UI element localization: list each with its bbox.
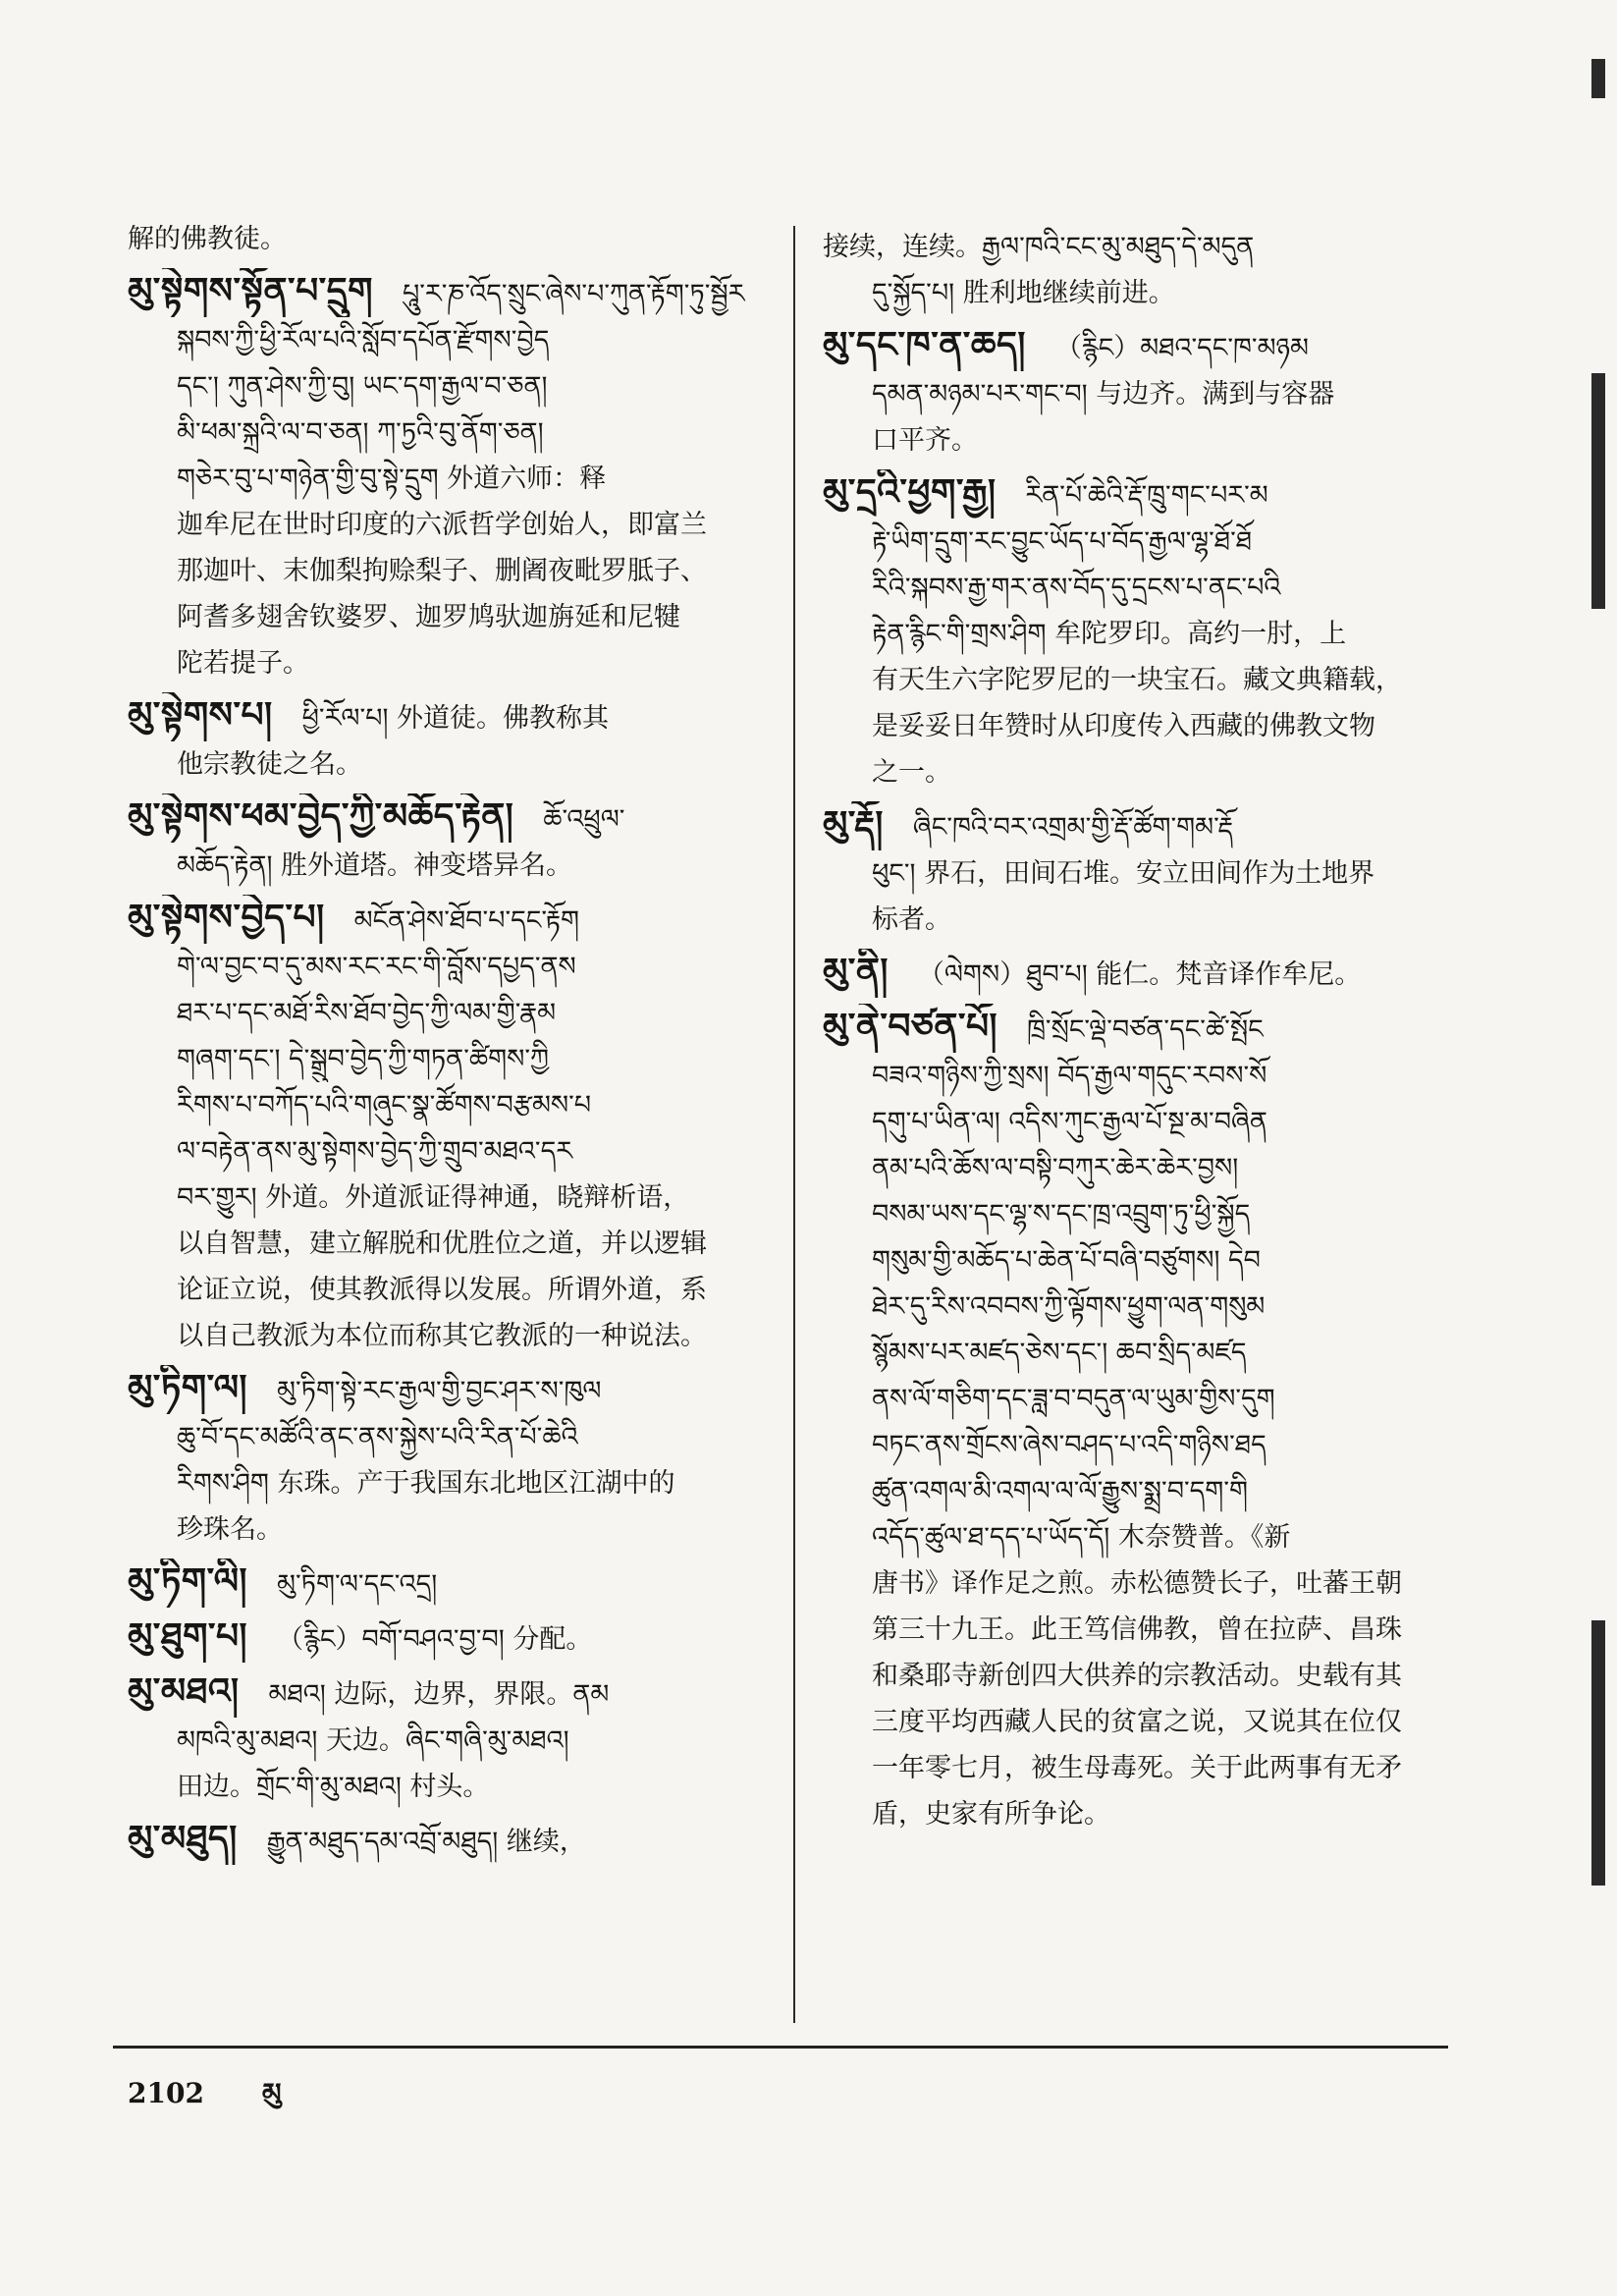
entry-line: [823, 322, 1471, 371]
dictionary-entry: [823, 801, 1471, 943]
entry-line: 以自己教派为本位而称其它教派的一种说法。: [177, 1321, 707, 1351]
entry-line: དམན་མཉམ་པར་གང་བ། 与边齐。满到与容器: [872, 379, 1335, 410]
dictionary-entry: [128, 1365, 761, 1553]
entry-line: 迦牟尼在世时印度的六派哲学创始人，即富兰: [177, 510, 707, 540]
entry-line: རིགས་པ་བཀོད་པའི་གཞུང་སྣ་ཚོགས་བརྩམས་པ: [177, 1090, 592, 1121]
entry-line: 田边。གྲོང་གི་མུ་མཐའ། 村头。: [177, 1772, 490, 1802]
dictionary-entry: [128, 1668, 761, 1810]
entry-line: ཆུ་བོ་དང་མཚོའི་ནང་ནས་སྐྱེས་པའི་རིན་པོ་ཆེའི: [177, 1422, 578, 1452]
entry-line: དུ་སྐྱོད་པ། 胜利地继续前进。: [872, 278, 1175, 308]
entry-line: སྙོམས་པར་མཛད་ཅེས་དང་། ཆབ་སྲིད་མཛད: [872, 1338, 1247, 1368]
definition-text: རིན་པོ་ཆེའི་རྡོ་ཁྲུ་གང་པར་མ: [1025, 480, 1268, 511]
entry-line: གཅེར་བུ་པ་གཉེན་གྱི་བུ་སྟེ་དྲུག 外道六师：释: [177, 464, 607, 494]
headword: མུ་ཏིག་ལ།: [128, 1367, 248, 1408]
entry-line: [128, 1558, 761, 1608]
entry-line: [823, 1004, 1471, 1053]
entry-line: 盾，史家有所争论。: [872, 1799, 1110, 1830]
headword: མུ་ནི།: [823, 951, 889, 992]
definition-text: ཕྱི་རོལ་པ། 外道徒。佛教称其: [301, 703, 610, 734]
entry-line: [128, 793, 761, 843]
footer-rule: [113, 2046, 1448, 2049]
entry-line: བསམ་ཡས་དང་ལྷ་ས་དང་ཁྲ་འབྲུག་ཏུ་ཕྱི་སྐྱོད: [872, 1199, 1251, 1230]
entry-line: ཐར་པ་དང་མཐོ་རིས་ཐོབ་བྱེད་ཀྱི་ལམ་གྱི་རྣམ: [177, 998, 557, 1028]
headword: མུ་སྟེགས་པ།: [128, 694, 273, 736]
headword: མུ་མཐའ།: [128, 1670, 240, 1712]
entry-line: 是妥妥日年赞时从印度传入西藏的佛教文物: [872, 711, 1375, 741]
headword: མུ་དྲའི་ཕྱག་རྒྱ།: [823, 471, 997, 513]
margin-mark: [1591, 1620, 1605, 1886]
definition-text: （རྙིང）བགོ་བཤའ་བྱ་བ། 分配。: [277, 1624, 593, 1655]
dictionary-entry: [823, 224, 1471, 316]
entry-line: གསུམ་གྱི་མཆོད་པ་ཆེན་པོ་བཞི་བཙུགས། དེབ: [872, 1245, 1261, 1276]
headword: མུ་སྟེགས་ཕམ་བྱེད་ཀྱི་མཆོད་རྟེན།: [128, 795, 514, 837]
entry-line: 论证立说，使其教派得以发展。所谓外道，系: [177, 1275, 707, 1305]
definition-text: ཁྲི་སྲོང་ལྡེ་བཙན་དང་ཚེ་སྤོང: [1027, 1014, 1264, 1045]
headword: མུ་དང་ཁ་ན་ཆད།: [823, 324, 1026, 365]
entry-line: 一年零七月，被生母毒死。关于此两事有无矛: [872, 1753, 1402, 1783]
entry-line: བར་གྱུར། 外道。外道派证得神通，晓辩析语，: [177, 1182, 690, 1213]
entry-line: 以自智慧，建立解脱和优胜位之道，并以逻辑: [177, 1229, 707, 1259]
dictionary-entry: [128, 895, 761, 1359]
entry-line: རྟེན་རྙིང་གི་གྲས་ཤིག 牟陀罗印。高约一肘，上: [872, 619, 1347, 649]
entry-line: གཞག་དང་། དེ་སྒྲུབ་བྱེད་ཀྱི་གཏན་ཚིགས་ཀྱི: [177, 1044, 549, 1074]
headword: མུ་རྡོ།: [823, 803, 884, 845]
entry-line: 和桑耶寺新创四大供养的宗教活动。史载有其: [872, 1661, 1402, 1691]
headword: མུ་ཏིག་ལི།: [128, 1560, 248, 1602]
entry-line: 第三十九王。此王笃信佛教，曾在拉萨、昌珠: [872, 1614, 1402, 1645]
entry-line: 三度平均西藏人民的贫富之说，又说其在位仅: [872, 1707, 1402, 1737]
dictionary-entry: [823, 949, 1471, 998]
entry-line: [128, 1613, 761, 1663]
entry-line: [823, 801, 1471, 850]
entry-line: མཁའི་མུ་མཐའ། 天边。ཞིང་གཞི་མུ་མཐའ།: [177, 1725, 569, 1756]
page-footer: [128, 2062, 331, 2140]
entry-line: 标者。: [872, 904, 951, 935]
entry-line: མི་ཕམ་སྐྲའི་ལ་བ་ཅན། ཀ་ཏྱའི་བུ་ནོག་ཅན།: [177, 417, 544, 448]
entry-line: བཟའ་གཉིས་ཀྱི་སྲས། བོད་རྒྱལ་གདུང་རབས་སོ: [872, 1061, 1267, 1091]
left-column: [128, 216, 761, 1871]
entry-line: 接续，连续。རྒྱལ་ཁའི་ངང་མུ་མཐུད་དེ་མདུན: [823, 232, 1255, 262]
entry-line: ཕུང་། 界石，田间石堆。安立田间作为土地界: [872, 858, 1375, 889]
page-number: 2102: [128, 2077, 204, 2109]
entry-line: ཚུན་འགལ་མི་འགལ་ལ་ལོ་རྒྱུས་སྨྲ་བ་དག་གི: [872, 1476, 1248, 1506]
entry-line: 有天生六字陀罗尼的一块宝石。藏文典籍载，: [872, 665, 1402, 695]
entry-line: [823, 949, 1471, 998]
entry-line: 之一。: [872, 757, 951, 788]
entry-line: བཏང་ནས་གྲོངས་ཞེས་བཤད་པ་འདི་གཉིས་ཐད: [872, 1430, 1267, 1460]
entry-line: དགུ་པ་ཡིན་ལ། འདིས་ཀུང་རྒྱལ་པོ་སྔ་མ་བཞིན: [872, 1107, 1267, 1137]
entry-line: དང་། ཀུན་ཤེས་ཀྱི་བུ། ཡང་དག་རྒྱལ་བ་ཅན།: [177, 371, 548, 402]
entry-line: འདོད་ཚུལ་ཐ་དད་པ་ཡོད་དོ། 木奈赞普。《新: [872, 1522, 1291, 1553]
definition-text: མཐའ། 边际，边界，界限。ནམ: [268, 1679, 610, 1710]
section-letter: མུ: [261, 2077, 282, 2109]
definition-text: མུ་ཏིག་ལ་དང་འདྲ།: [277, 1569, 438, 1600]
entry-line: 唐书》译作足之煎。赤松德赞长子，吐蕃王朝: [872, 1568, 1402, 1599]
definition-text: （ལེགས）ཐུབ་པ། 能仁。梵音译作牟尼。: [917, 959, 1362, 990]
definition-text: མུ་ཏིག་སྟེ་རང་རྒྱལ་གྱི་བྱང་ཤར་ས་ཁུལ: [277, 1376, 602, 1406]
entry-line: [128, 895, 761, 944]
entry-line: 他宗教徒之名。: [177, 749, 362, 780]
entry-line: [128, 1816, 761, 1865]
entry-line: 解的佛教徒。: [128, 224, 287, 254]
entry-line: [128, 1668, 761, 1718]
entry-line: [128, 268, 761, 317]
entry-line: གེ་ལ་བྱང་བ་དུ་མས་རང་རང་གི་བློས་དཔྱད་ནས: [177, 952, 576, 982]
definition-text: ཞིང་ཁའི་བར་འགྲམ་གྱི་རྡོ་ཚོག་གམ་རྡོ: [912, 812, 1234, 843]
dictionary-entry: [128, 1558, 761, 1608]
dictionary-entry: [128, 793, 761, 889]
entry-line: [128, 1365, 761, 1414]
headword: མུ་སྟེགས་བྱེད་པ།: [128, 897, 325, 938]
dictionary-entry: [823, 469, 1471, 795]
headword: མུ་མཐུད།: [128, 1818, 238, 1859]
margin-mark: [1591, 373, 1605, 609]
entry-line: ནས་ལོ་གཅིག་དང་ཟླ་བ་བདུན་ལ་ཡུམ་གྱིས་དུག: [872, 1384, 1275, 1414]
entry-line: ཐེར་དུ་རིས་འབབས་ཀྱི་ལྟོགས་ཕྱུག་ལན་གསུམ: [872, 1291, 1266, 1322]
definition-text: པཱུ་ར་ཎ་འོད་སྲུང་ཞེས་པ་ཀུན་རྟོག་ཏུ་སྦྱོར: [402, 279, 745, 309]
entry-line: 珍珠名。: [177, 1514, 283, 1545]
dictionary-entry: [128, 268, 761, 686]
headword: མུ་ནེ་བཙན་པོ།: [823, 1006, 998, 1047]
margin-mark: [1591, 59, 1605, 98]
entry-line: 那迦叶、末伽梨拘赊梨子、删阇夜毗罗胝子、: [177, 556, 707, 586]
definition-text: མངོན་ཤེས་ཐོབ་པ་དང་རྟོག: [353, 905, 580, 936]
entry-line: རིའི་སྐབས་རྒྱ་གར་ནས་བོད་དུ་དྲངས་པ་ནང་པའི: [872, 573, 1281, 603]
entry-line: ལ་བརྟེན་ནས་མུ་སྟེགས་བྱེད་ཀྱི་གྲུབ་མཐའ་དར: [177, 1136, 573, 1167]
dictionary-entry: [823, 322, 1471, 464]
definition-text: （རྙིང）མཐའ་དང་ཁ་མཉམ: [1054, 333, 1309, 363]
definition-text: རྒྱུན་མཐུད་དམ་འབྲོ་མཐུད། 继续，: [266, 1827, 586, 1857]
headword: མུ་སྟེགས་སྟོན་པ་དྲུག: [128, 270, 373, 311]
entry-line: མཆོད་རྟེན། 胜外道塔。神变塔异名。: [177, 850, 573, 881]
column-divider: [793, 226, 795, 2023]
entry-line: སྐབས་ཀྱི་ཕྱི་རོལ་པའི་སློབ་དཔོན་རྫོགས་བྱེད: [177, 325, 550, 355]
entry-line: 口平齐。: [872, 425, 978, 456]
entry-line: རྟེ་ཡིག་དྲུག་རང་བྱུང་ཡོད་པ་བོད་རྒྱལ་ལྷ་ཐོ་ཐོ: [872, 526, 1253, 557]
dictionary-entry: [823, 1004, 1471, 1837]
dictionary-entry: [128, 1613, 761, 1663]
entry-line: རིགས་ཤིག 东珠。产于我国东北地区江湖中的: [177, 1468, 675, 1499]
entry-line: [128, 692, 761, 741]
headword: མུ་ཐུག་པ།: [128, 1615, 248, 1657]
dictionary-entry: [128, 216, 761, 262]
entry-line: ནམ་པའི་ཆོས་ལ་བསྟི་བཀུར་ཆེར་ཆེར་བྱས།: [872, 1153, 1239, 1183]
definition-text: ཆོ་འཕྲུལ་: [543, 804, 625, 835]
right-column: [823, 224, 1471, 1843]
dictionary-entry: [128, 692, 761, 788]
dictionary-entry: [128, 1816, 761, 1865]
entry-line: 陀若提子。: [177, 648, 309, 679]
entry-line: [823, 469, 1471, 519]
entry-line: 阿耆多翅舍钦婆罗、迦罗鸠驮迦旃延和尼犍: [177, 602, 680, 632]
